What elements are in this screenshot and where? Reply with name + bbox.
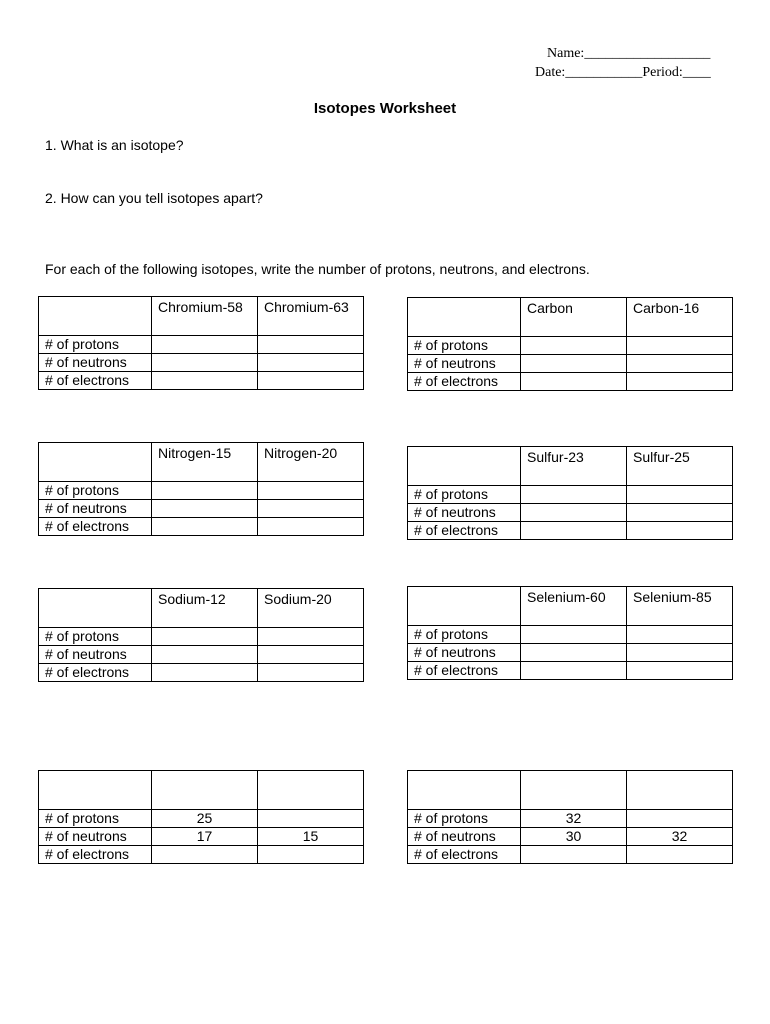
row-label: # of protons bbox=[39, 628, 152, 646]
isotope-table-sodium bbox=[38, 588, 364, 682]
isotope-table-carbon bbox=[407, 297, 733, 391]
corner-cell bbox=[408, 587, 521, 626]
answer-cell[interactable] bbox=[521, 626, 627, 644]
row-label: # of electrons bbox=[39, 372, 152, 390]
corner-cell bbox=[39, 443, 152, 482]
row-label: # of neutrons bbox=[39, 500, 152, 518]
answer-cell[interactable] bbox=[627, 373, 733, 391]
isotope-table-unknown-1 bbox=[38, 770, 364, 864]
isotope-header: Sodium-20 bbox=[258, 589, 364, 628]
answer-cell[interactable]: 25 bbox=[152, 810, 258, 828]
row-label: # of neutrons bbox=[39, 828, 152, 846]
isotope-table-chromium bbox=[38, 296, 364, 390]
question-2: 2. How can you tell isotopes apart? bbox=[45, 190, 263, 206]
isotope-header: Carbon-16 bbox=[627, 298, 733, 337]
answer-cell[interactable] bbox=[152, 628, 258, 646]
corner-cell bbox=[408, 298, 521, 337]
row-label: # of protons bbox=[39, 482, 152, 500]
row-label: # of electrons bbox=[39, 518, 152, 536]
instructions: For each of the following isotopes, write the number of protons, neutrons, and electrons. bbox=[45, 261, 590, 277]
answer-cell[interactable] bbox=[521, 662, 627, 680]
answer-cell[interactable] bbox=[627, 504, 733, 522]
answer-cell[interactable] bbox=[258, 810, 364, 828]
answer-cell[interactable] bbox=[258, 664, 364, 682]
answer-cell[interactable] bbox=[152, 336, 258, 354]
answer-cell[interactable] bbox=[521, 337, 627, 355]
answer-cell[interactable] bbox=[258, 846, 364, 864]
name-field[interactable]: Name:__________________ bbox=[547, 46, 711, 61]
answer-cell[interactable] bbox=[152, 354, 258, 372]
worksheet-title: Isotopes Worksheet bbox=[313, 100, 457, 117]
row-label: # of neutrons bbox=[408, 504, 521, 522]
answer-cell[interactable] bbox=[152, 518, 258, 536]
row-label: # of electrons bbox=[408, 662, 521, 680]
answer-cell[interactable]: 32 bbox=[521, 810, 627, 828]
date-period-field[interactable]: Date:___________Period:____ bbox=[535, 65, 711, 80]
answer-cell[interactable] bbox=[627, 662, 733, 680]
answer-cell[interactable] bbox=[627, 846, 733, 864]
answer-cell[interactable] bbox=[258, 354, 364, 372]
row-label: # of neutrons bbox=[408, 644, 521, 662]
answer-cell[interactable] bbox=[521, 373, 627, 391]
isotope-header: Carbon bbox=[521, 298, 627, 337]
row-label: # of electrons bbox=[39, 664, 152, 682]
row-label: # of neutrons bbox=[39, 354, 152, 372]
row-label: # of electrons bbox=[408, 373, 521, 391]
answer-cell[interactable] bbox=[258, 518, 364, 536]
answer-cell[interactable] bbox=[521, 846, 627, 864]
row-label: # of neutrons bbox=[408, 355, 521, 373]
isotope-table-selenium bbox=[407, 586, 733, 680]
answer-cell[interactable] bbox=[152, 646, 258, 664]
isotope-table-sulfur bbox=[407, 446, 733, 540]
isotope-header: Nitrogen-15 bbox=[152, 443, 258, 482]
isotope-header: Sulfur-25 bbox=[627, 447, 733, 486]
isotope-header[interactable] bbox=[521, 771, 627, 810]
answer-cell[interactable] bbox=[627, 337, 733, 355]
row-label: # of protons bbox=[39, 336, 152, 354]
row-label: # of neutrons bbox=[408, 828, 521, 846]
isotope-header[interactable] bbox=[152, 771, 258, 810]
answer-cell[interactable] bbox=[521, 522, 627, 540]
answer-cell[interactable]: 32 bbox=[627, 828, 733, 846]
question-1: 1. What is an isotope? bbox=[45, 137, 184, 153]
isotope-header: Chromium-63 bbox=[258, 297, 364, 336]
answer-cell[interactable] bbox=[152, 500, 258, 518]
answer-cell[interactable] bbox=[627, 486, 733, 504]
answer-cell[interactable] bbox=[627, 355, 733, 373]
answer-cell[interactable] bbox=[521, 644, 627, 662]
answer-cell[interactable]: 30 bbox=[521, 828, 627, 846]
answer-cell[interactable] bbox=[521, 486, 627, 504]
row-label: # of protons bbox=[408, 486, 521, 504]
answer-cell[interactable] bbox=[152, 482, 258, 500]
isotope-header: Selenium-85 bbox=[627, 587, 733, 626]
row-label: # of protons bbox=[408, 337, 521, 355]
answer-cell[interactable] bbox=[258, 646, 364, 664]
answer-cell[interactable] bbox=[521, 504, 627, 522]
corner-cell bbox=[39, 589, 152, 628]
corner-cell bbox=[39, 771, 152, 810]
row-label: # of protons bbox=[408, 626, 521, 644]
answer-cell[interactable] bbox=[152, 664, 258, 682]
corner-cell bbox=[408, 771, 521, 810]
isotope-header: Nitrogen-20 bbox=[258, 443, 364, 482]
isotope-header[interactable] bbox=[627, 771, 733, 810]
isotope-header[interactable] bbox=[258, 771, 364, 810]
row-label: # of electrons bbox=[408, 846, 521, 864]
answer-cell[interactable] bbox=[258, 500, 364, 518]
answer-cell[interactable] bbox=[152, 372, 258, 390]
answer-cell[interactable]: 17 bbox=[152, 828, 258, 846]
answer-cell[interactable] bbox=[627, 626, 733, 644]
isotope-table-nitrogen bbox=[38, 442, 364, 536]
row-label: # of neutrons bbox=[39, 646, 152, 664]
row-label: # of protons bbox=[39, 810, 152, 828]
answer-cell[interactable]: 15 bbox=[258, 828, 364, 846]
isotope-header: Chromium-58 bbox=[152, 297, 258, 336]
answer-cell[interactable] bbox=[258, 628, 364, 646]
answer-cell[interactable] bbox=[152, 846, 258, 864]
answer-cell[interactable] bbox=[627, 810, 733, 828]
answer-cell[interactable] bbox=[258, 482, 364, 500]
row-label: # of electrons bbox=[408, 522, 521, 540]
answer-cell[interactable] bbox=[258, 372, 364, 390]
answer-cell[interactable] bbox=[258, 336, 364, 354]
isotope-table-unknown-2 bbox=[407, 770, 733, 864]
isotope-header: Sulfur-23 bbox=[521, 447, 627, 486]
answer-cell[interactable] bbox=[521, 355, 627, 373]
answer-cell[interactable] bbox=[627, 644, 733, 662]
isotope-header: Sodium-12 bbox=[152, 589, 258, 628]
isotope-header: Selenium-60 bbox=[521, 587, 627, 626]
answer-cell[interactable] bbox=[627, 522, 733, 540]
corner-cell bbox=[39, 297, 152, 336]
corner-cell bbox=[408, 447, 521, 486]
row-label: # of electrons bbox=[39, 846, 152, 864]
row-label: # of protons bbox=[408, 810, 521, 828]
